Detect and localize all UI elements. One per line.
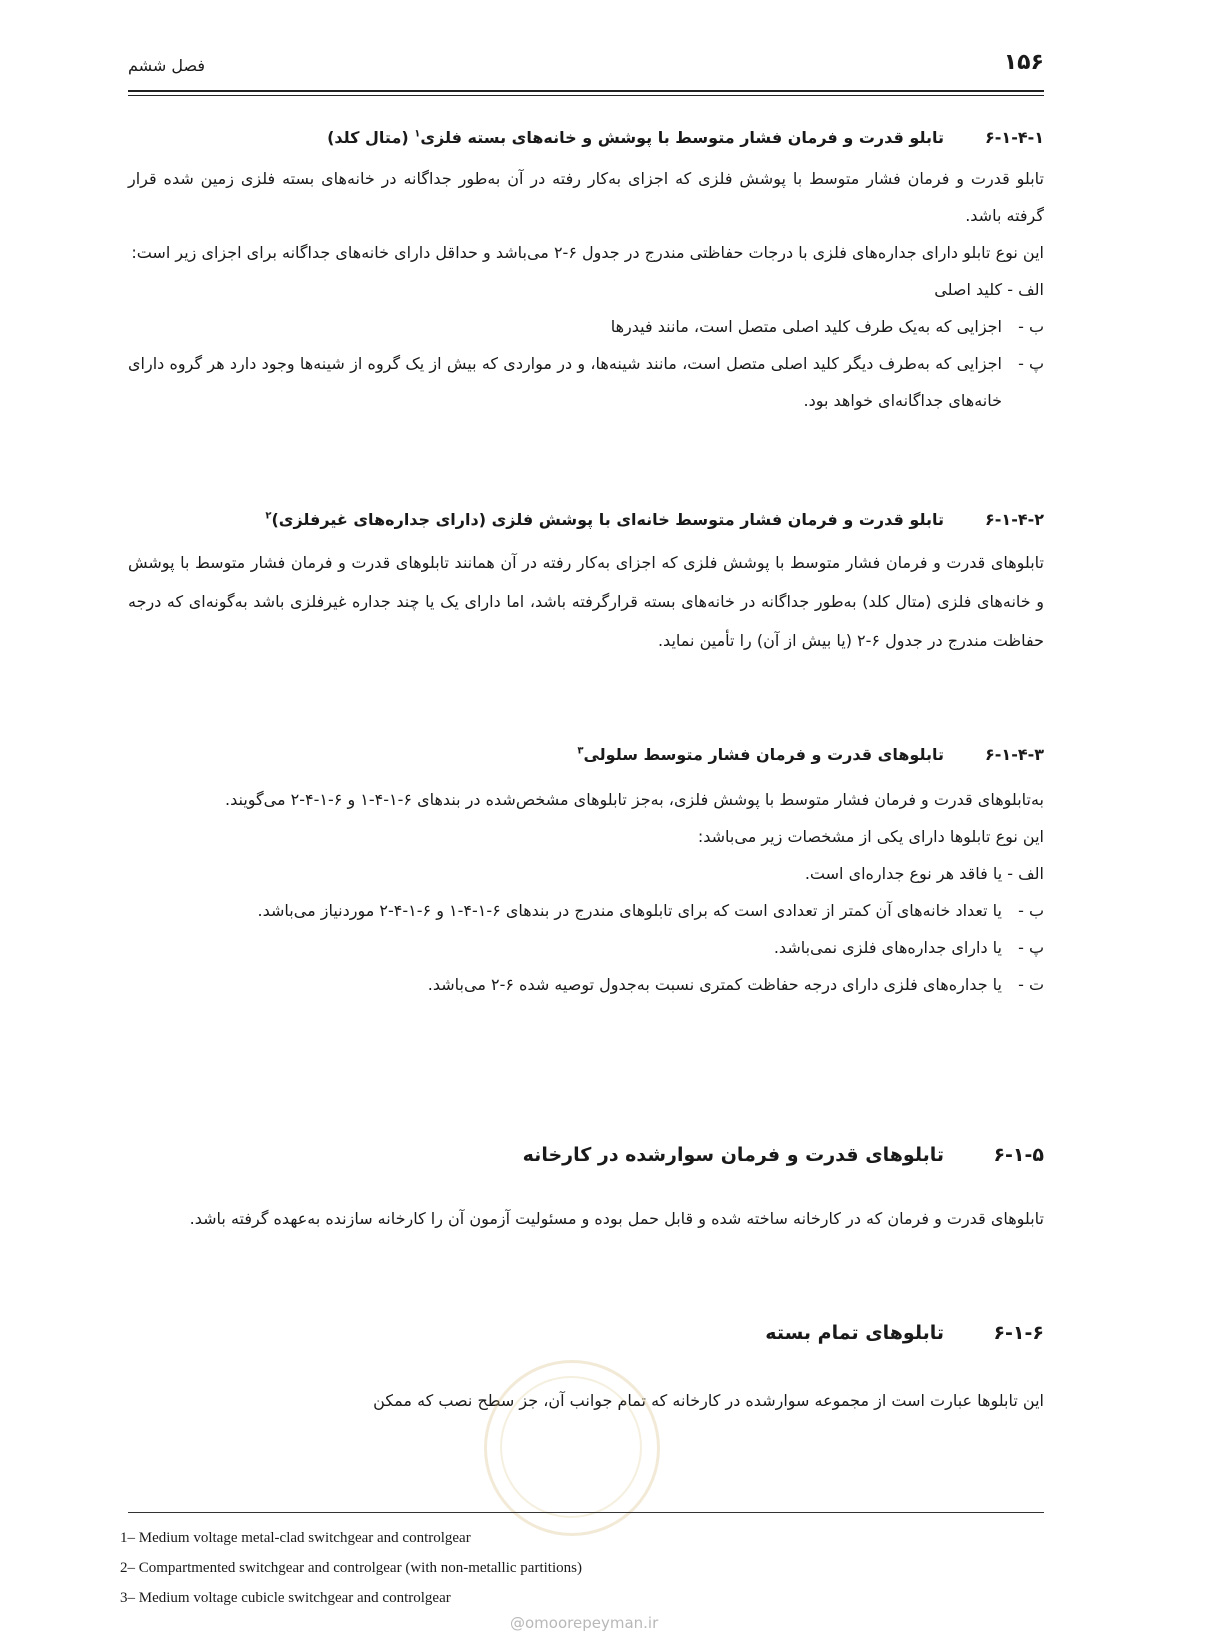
paragraph: تابلوهای قدرت و فرمان که در کارخانه ساخته شده و قابل حمل بوده و مسئولیت آزمون آن را کارخانه سازنده به‌عهده گرفته باشد. [189,1209,1044,1228]
section-number: ۶-۱-۴-۱ [985,128,1044,147]
footnote-ref-3: ۳ [577,745,584,757]
running-header [128,50,1044,92]
list-item-text: یا دارای جداره‌های فلزی نمی‌باشد. [773,938,1002,957]
paragraph: تابلو قدرت و فرمان فشار متوسط با پوشش فلزی که اجزای به‌کار رفته در آن به‌طور جداگانه در خانه‌های بسته فلزی زمین شده قرار گرفته باشد. [128,169,1044,225]
paragraph: به‌تابلوهای قدرت و فرمان فشار متوسط با پوشش فلزی، به‌جز تابلوهای مشخص‌شده در بندهای ۶-۱-۴-۱ و ۶-۱-۴-۲ می‌گویند. [225,790,1044,809]
footnote-2: 2– Compartmented switchgear and controlgear (with non-metallic partitions) [120,1560,582,1576]
list-marker: ب - [1018,317,1044,336]
list-item-text: اجزایی که به‌طرف دیگر کلید اصلی متصل است، مانند شینه‌ها، و در مواردی که بیش از یک گروه از شینه‌ها وجود دارد هر گروه دارای خانه‌های جداگانه‌ای خواهد بود. [128,354,1002,410]
footnote-ref-2: ۲ [265,510,272,522]
section-heading-6-1-6 [128,1322,1044,1344]
footnote-ref-1: ۱ [414,128,421,140]
header-rule [128,95,1044,96]
section-body-6-1-4-3 [128,781,1044,1003]
paragraph: تابلوهای قدرت و فرمان فشار متوسط با پوشش فلزی که اجزای به‌کار رفته در آن همانند تابلوهای قدرت و فرمان فشار متوسط با پوشش و خانه‌های فلزی (متال کلد) به‌طور جداگانه در خانه‌های بسته قرارگرفته باشد، اما دارای یک یا چند جداره غیرفلزی باشد به‌گونه‌ای که درجه حفاظت مندرج در جدول ۶-۲ (یا بیش از آن) را تأمین نماید. [128,553,1044,650]
footnote-3: 3– Medium voltage cubicle switchgear and controlgear [120,1590,451,1606]
footnote-rule [128,1512,1044,1513]
section-heading-6-1-4-2 [128,510,1044,529]
section-body-6-1-4-1 [128,160,1044,419]
list-marker: پ - [1018,354,1044,373]
paragraph: این نوع تابلو دارای جداره‌های فلزی با درجات حفاظتی مندرج در جدول ۶-۲ می‌باشد و حداقل دارای خانه‌های جداگانه برای اجزای زیر است: [131,243,1044,262]
section-number: ۶-۱-۴-۲ [985,510,1044,529]
list-item-text: یا تعداد خانه‌های آن کمتر از تعدادی است که برای تابلوهای مندرج در بندهای ۶-۱-۴-۱ و ۶-۱-۴-۲ موردنیاز می‌باشد. [257,901,1002,920]
list-item [128,308,1044,345]
section-title: تابلوهای قدرت و فرمان سوارشده در کارخانه [522,1144,944,1166]
list-item-alef: الف - یا فاقد هر نوع جداره‌ای است. [804,864,1044,883]
watermark-seal-inner [500,1376,642,1518]
section-number: ۶-۱-۴-۳ [985,745,1044,764]
section-body-6-1-4-2 [128,543,1044,660]
list-item [128,929,1044,966]
paragraph: این نوع تابلوها دارای یکی از مشخصات زیر می‌باشد: [697,827,1044,846]
list-item [128,966,1044,1003]
watermark-text: @omoorepeyman.ir [510,1614,659,1632]
list-item-alef: الف - کلید اصلی [934,280,1044,299]
section-heading-6-1-4-3 [128,745,1044,764]
list-item [128,892,1044,929]
section-title: تابلو قدرت و فرمان فشار متوسط خانه‌ای با پوشش فلزی (دارای جداره‌های غیرفلزی) [271,510,944,529]
section-title: تابلوهای تمام بسته [765,1322,944,1344]
chapter-title: فصل ششم [128,56,206,75]
section-heading-6-1-5 [128,1144,1044,1166]
list-item-text: یا جداره‌های فلزی دارای درجه حفاظت کمتری نسبت به‌جدول توصیه شده ۶-۲ می‌باشد. [427,975,1002,994]
section-number: ۶-۱-۵ [993,1144,1044,1166]
list-marker: ب - [1018,901,1044,920]
section-body-6-1-5 [128,1200,1044,1237]
section-title: تابلو قدرت و فرمان فشار متوسط با پوشش و خانه‌های بسته فلزی [420,128,944,147]
paragraph: این تابلوها عبارت است از مجموعه سوارشده در کارخانه که تمام جوانب آن، جز سطح نصب که ممکن [373,1391,1044,1410]
section-heading-6-1-4-1 [128,128,1044,147]
footnote-1: 1– Medium voltage metal-clad switchgear and controlgear [120,1530,471,1546]
list-item [128,345,1044,419]
section-title: تابلوهای قدرت و فرمان فشار متوسط سلولی [583,745,944,764]
section-title-tail: (متال کلد) [327,128,415,147]
list-marker: ت - [1018,975,1044,994]
page-number: ۱۵۶ [1003,50,1044,75]
section-number: ۶-۱-۶ [993,1322,1044,1344]
list-marker: پ - [1018,938,1044,957]
list-item-text: اجزایی که به‌یک طرف کلید اصلی متصل است، مانند فیدرها [610,317,1002,336]
